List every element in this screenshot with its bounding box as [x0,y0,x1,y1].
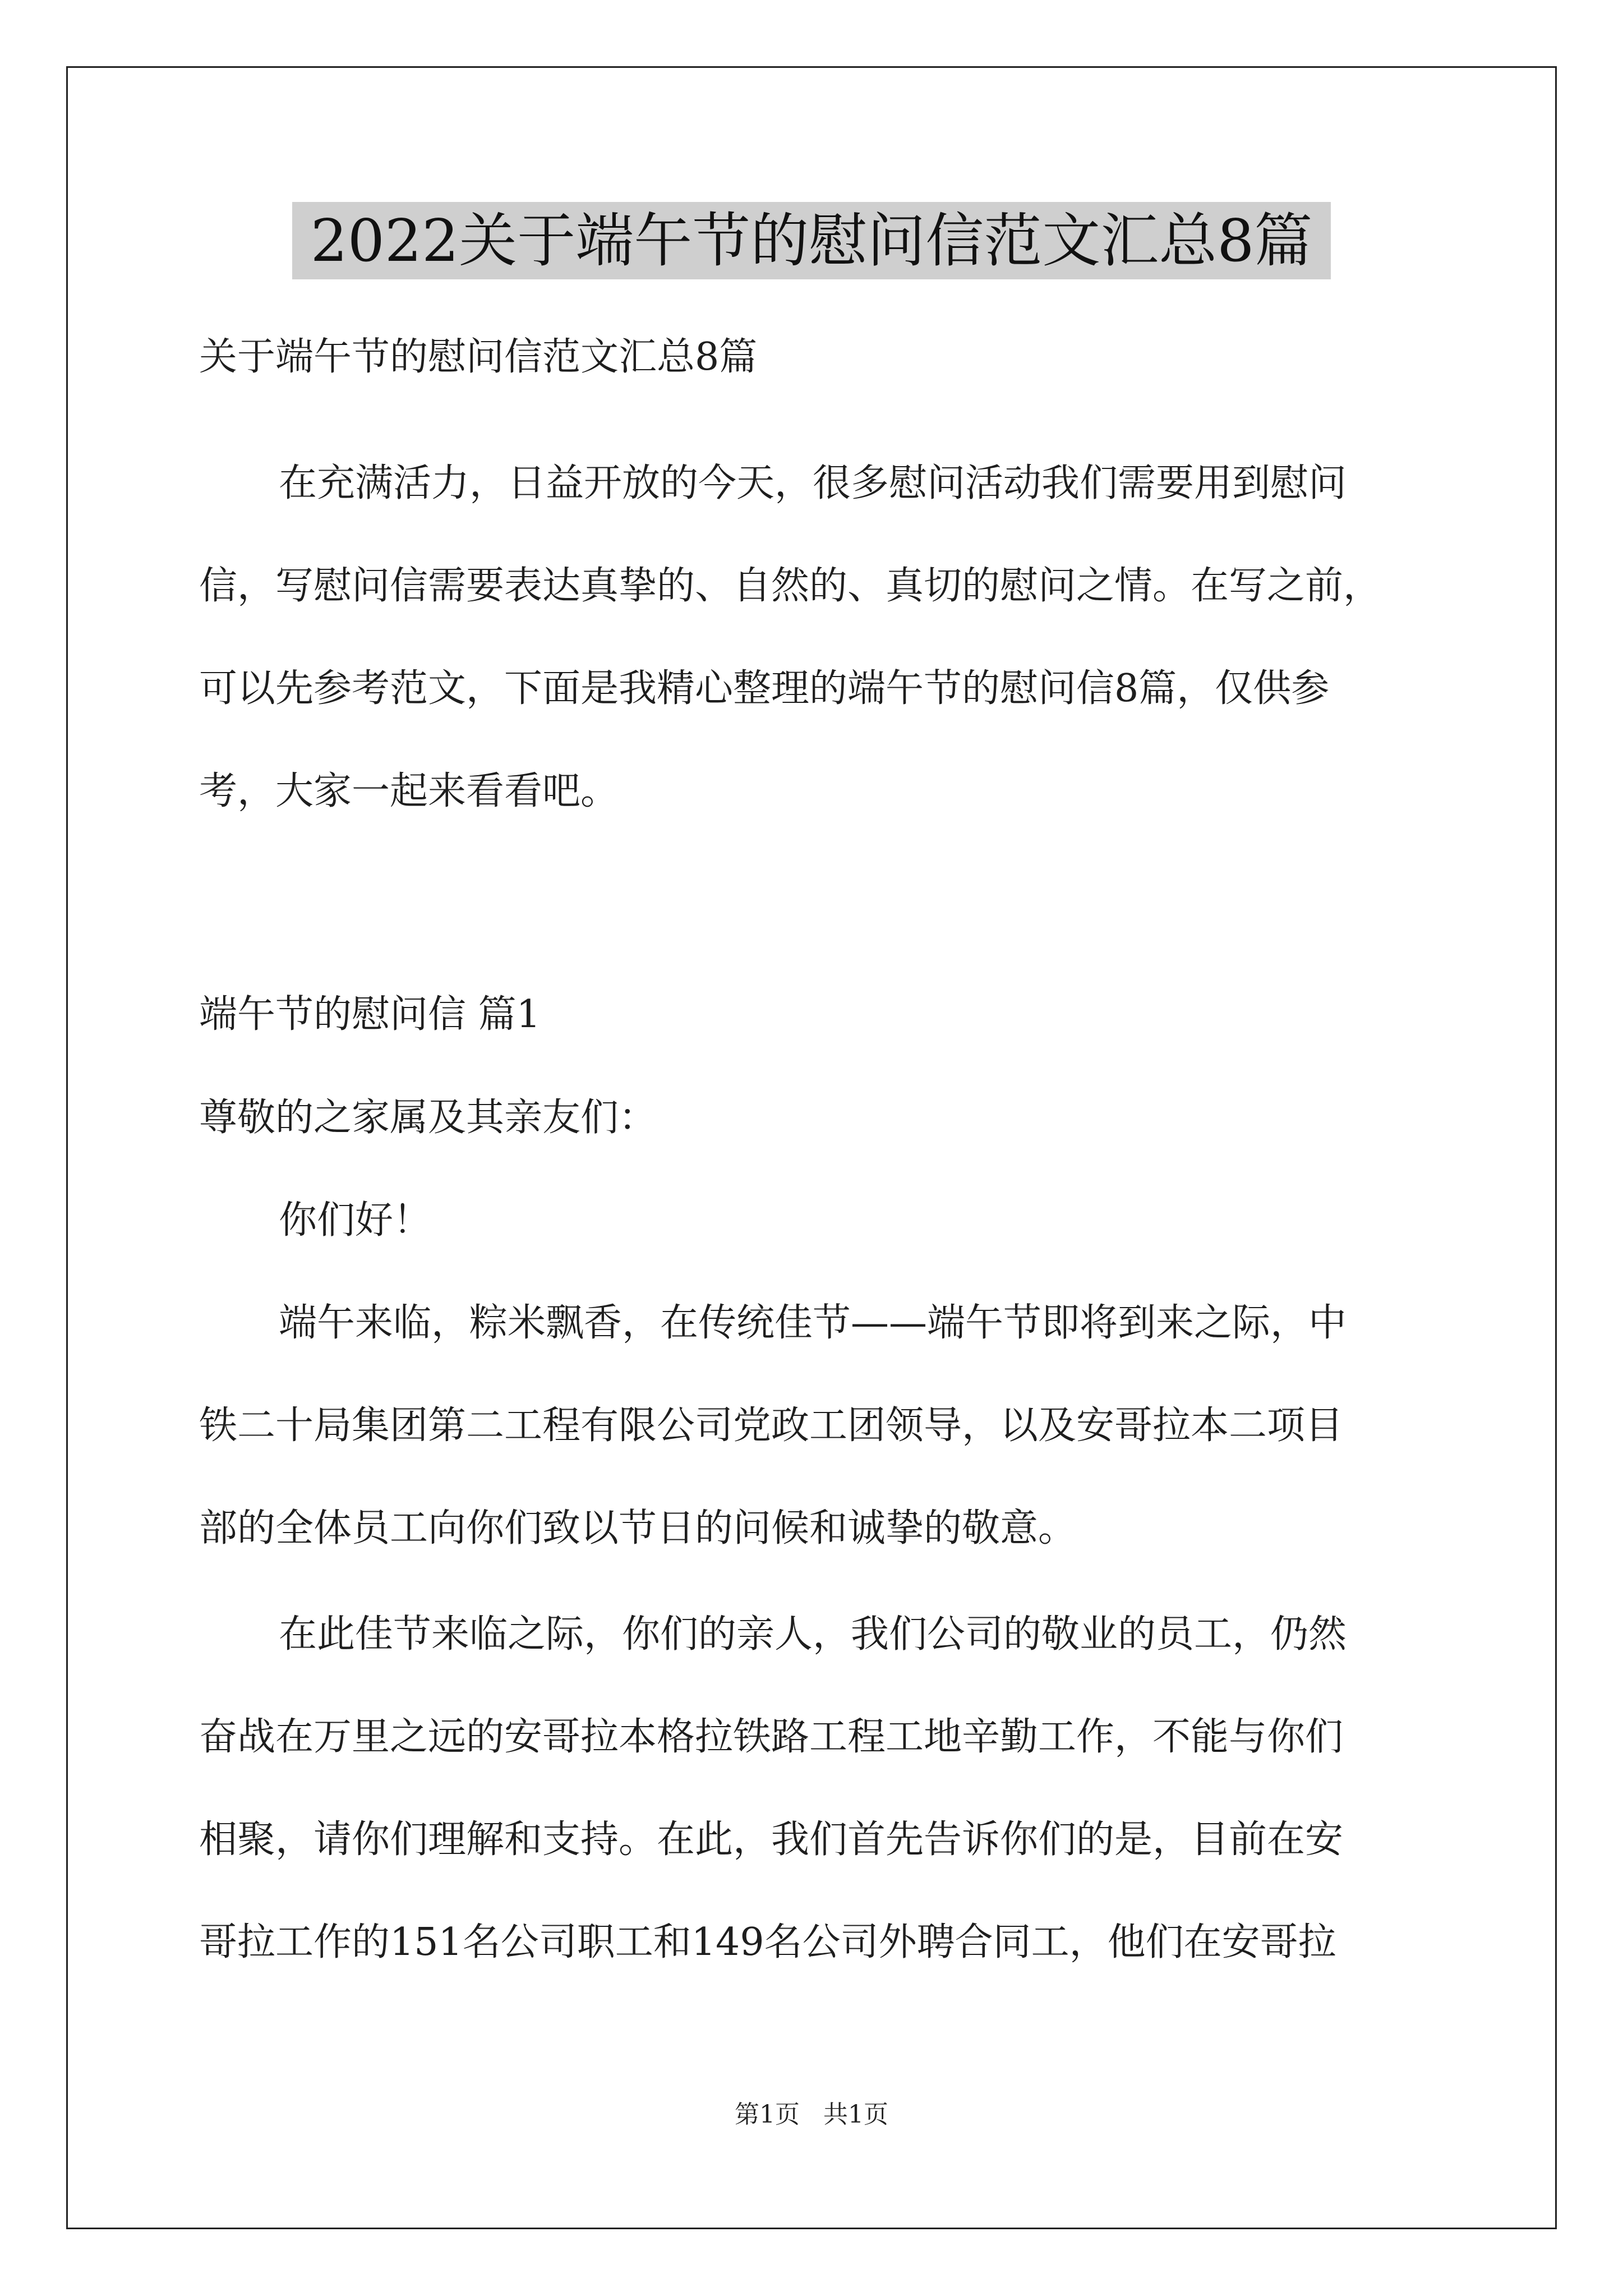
paragraph-line: 在此佳节来临之际，你们的亲人，我们公司的敬业的员工，仍然 [279,1612,1347,1657]
paragraph-line: 部的全体员工向你们致以节日的问候和诚挚的敬意。 [199,1506,1077,1550]
paragraph-line: 信，写慰问信需要表达真挚的、自然的、真切的慰问之情。在写之前， [199,564,1382,608]
paragraph-line: 可以先参考范文，下面是我精心整理的端午节的慰问信8篇，仅供参 [199,666,1330,711]
page-footer: 第1页 共1页 [735,2100,888,2129]
document-title: 2022关于端午节的慰问信范文汇总8篇 [292,202,1331,279]
paragraph-line: 哥拉工作的151名公司职工和149名公司外聘合同工，他们在安哥拉 [199,1920,1336,1964]
salutation-line: 尊敬的之家属及其亲友们： [199,1096,657,1140]
paragraph-line: 铁二十局集团第二工程有限公司党政工团领导，以及安哥拉本二项目 [199,1404,1344,1448]
paragraph-line: 端午来临，粽米飘香，在传统佳节——端午节即将到来之际，中 [279,1301,1347,1345]
paragraph-line: 考，大家一起来看看吧。 [199,769,619,813]
paragraph-line: 奋战在万里之远的安哥拉本格拉铁路工程工地辛勤工作，不能与你们 [199,1715,1344,1759]
greeting-line: 你们好！ [279,1198,432,1243]
paragraph-line: 在充满活力，日益开放的今天，很多慰问活动我们需要用到慰问 [279,461,1347,505]
section-heading: 端午节的慰问信 篇1 [199,992,541,1037]
paragraph-line: 相聚，请你们理解和支持。在此，我们首先告诉你们的是，目前在安 [199,1818,1344,1862]
page-border [66,66,1557,2229]
subtitle-line: 关于端午节的慰问信范文汇总8篇 [199,335,758,379]
